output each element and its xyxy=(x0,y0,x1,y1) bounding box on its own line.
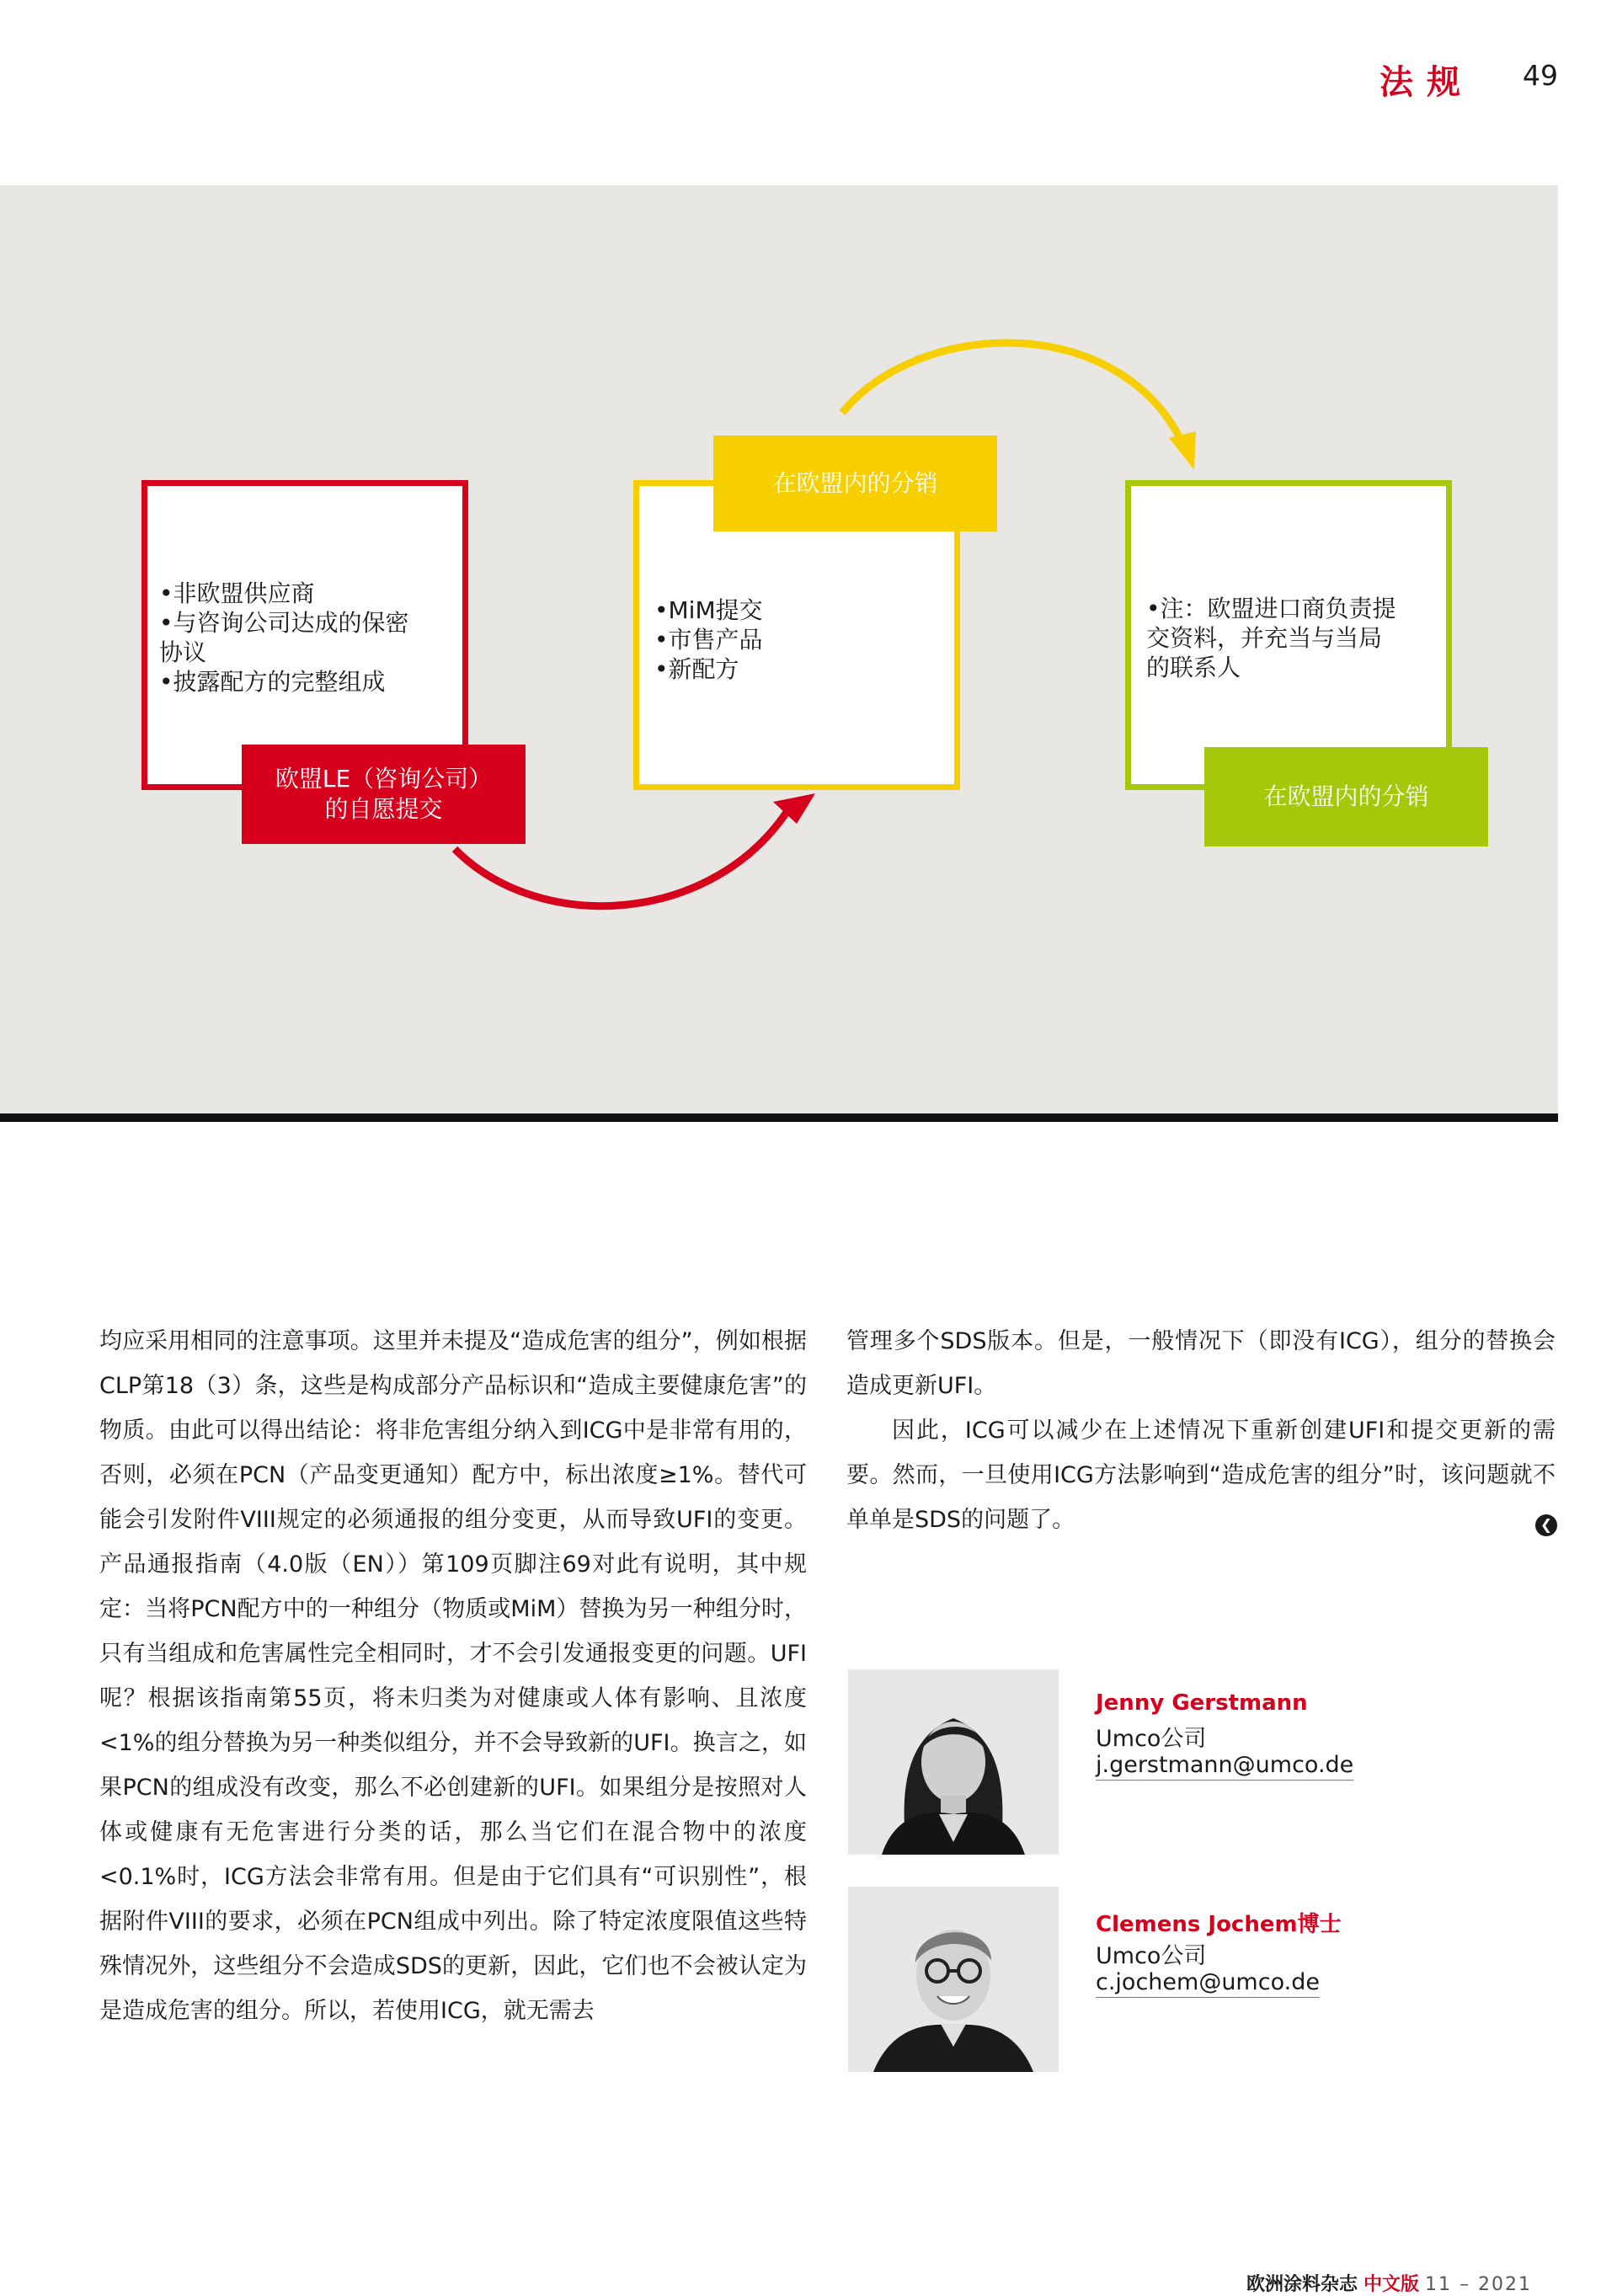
page-footer xyxy=(1246,2270,1532,2296)
right-column xyxy=(846,1319,1556,1542)
box3-text: •注：欧盟进口商负责提 交资料，并充当与当局 的联系人 xyxy=(1146,595,1396,681)
footer-edition: 中文版 xyxy=(1364,2274,1420,2295)
author-company-2: Umco公司 xyxy=(1096,1943,1207,1969)
box2-text: •MiM提交 •市售产品 •新配方 xyxy=(654,596,763,683)
footer-magazine: 欧洲涂料杂志 xyxy=(1246,2274,1358,2295)
panel-bottom-rule xyxy=(0,1113,1558,1122)
author-email-2[interactable]: c.jochem@umco.de xyxy=(1096,1969,1320,1998)
portrait-woman-icon xyxy=(848,1669,1059,1855)
author-name-1: Jenny Gerstmann xyxy=(1096,1690,1308,1716)
yellow-arrow xyxy=(842,343,1179,436)
author-name-2: Clemens Jochem博士 xyxy=(1096,1912,1342,1937)
right-paragraph-2: 因此，ICG可以减少在上述情况下重新创建UFI和提交更新的需要。然而，一旦使用ICG方法影响到“造成危害的组分”时，该问题就不单单是SDS的问题了。 xyxy=(846,1418,1556,1533)
footer-issue: 11 – 2021 xyxy=(1425,2274,1532,2295)
box3-tag: 在欧盟内的分销 xyxy=(1204,747,1488,846)
box1-tag: 欧盟LE（咨询公司） 的自愿提交 xyxy=(242,745,526,844)
right-paragraph-1: 管理多个SDS版本。但是，一般情况下（即没有ICG），组分的替换会造成更新UFI。 xyxy=(846,1328,1556,1399)
box-eu-importer xyxy=(1125,480,1452,790)
box-non-eu-supplier xyxy=(141,480,468,790)
left-column xyxy=(99,1319,807,2033)
section-title: 法规 xyxy=(1380,63,1474,102)
page-number: 49 xyxy=(1523,59,1558,92)
left-paragraph: 均应采用相同的注意事项。这里并未提及“造成危害的组分”，例如根据CLP第18（3）条，这些是构成部分产品标识和“造成主要健康危害”的物质。由此可以得出结论：将非危害组分纳入到ICG中是非常有用的，否则，必须在PCN（产品变更通知）配方中，标出浓度≥1%。替代可能会引发附件VIII规定的必须通报的组分变更，从而导致UFI的变更。产品通报指南（4.0版（EN））第109页脚注69对此有说明，其中规定：当将PCN配方中的一种组分（物质或MiM）替换为另一种组分时，只有当组成和危害属性完全相同时，才不会引发通报变更的问题。UFI呢？根据该指南第55页，将未归类为对健康或人体有影响、且浓度<1%的组分替换为另一种类似组分，并不会导致新的UFI。换言之，如果PCN的组成没有改变，那么不必创建新的UFI。如果组分是按照对人体或健康有无危害进行分类的话，那么当它们在混合物中的浓度<0.1%时，ICG方法会非常有用。但是由于它们具有“可识别性”，根据附件VIII的要求，必须在PCN组成中列出。除了特定浓度限值这些特殊情况外，这些组分不会造成SDS的更新，因此，它们也不会被认定为是造成危害的组分。所以，若使用ICG，就无需去 xyxy=(99,1328,807,2024)
author-company-1: Umco公司 xyxy=(1096,1726,1207,1752)
yellow-arrowhead xyxy=(1169,431,1196,470)
box1-text: •非欧盟供应商 •与咨询公司达成的保密 协议 •披露配方的完整组成 xyxy=(159,579,409,696)
author-photo-jochem xyxy=(848,1887,1059,2072)
diagram-panel xyxy=(0,185,1558,1118)
author-email-1[interactable]: j.gerstmann@umco.de xyxy=(1096,1752,1353,1781)
box2-tag: 在欧盟内的分销 xyxy=(713,435,997,531)
author-photo-gerstmann xyxy=(848,1669,1059,1855)
portrait-man-icon xyxy=(848,1887,1059,2072)
chevron-left-circle-icon: ❮ xyxy=(1535,1514,1557,1536)
